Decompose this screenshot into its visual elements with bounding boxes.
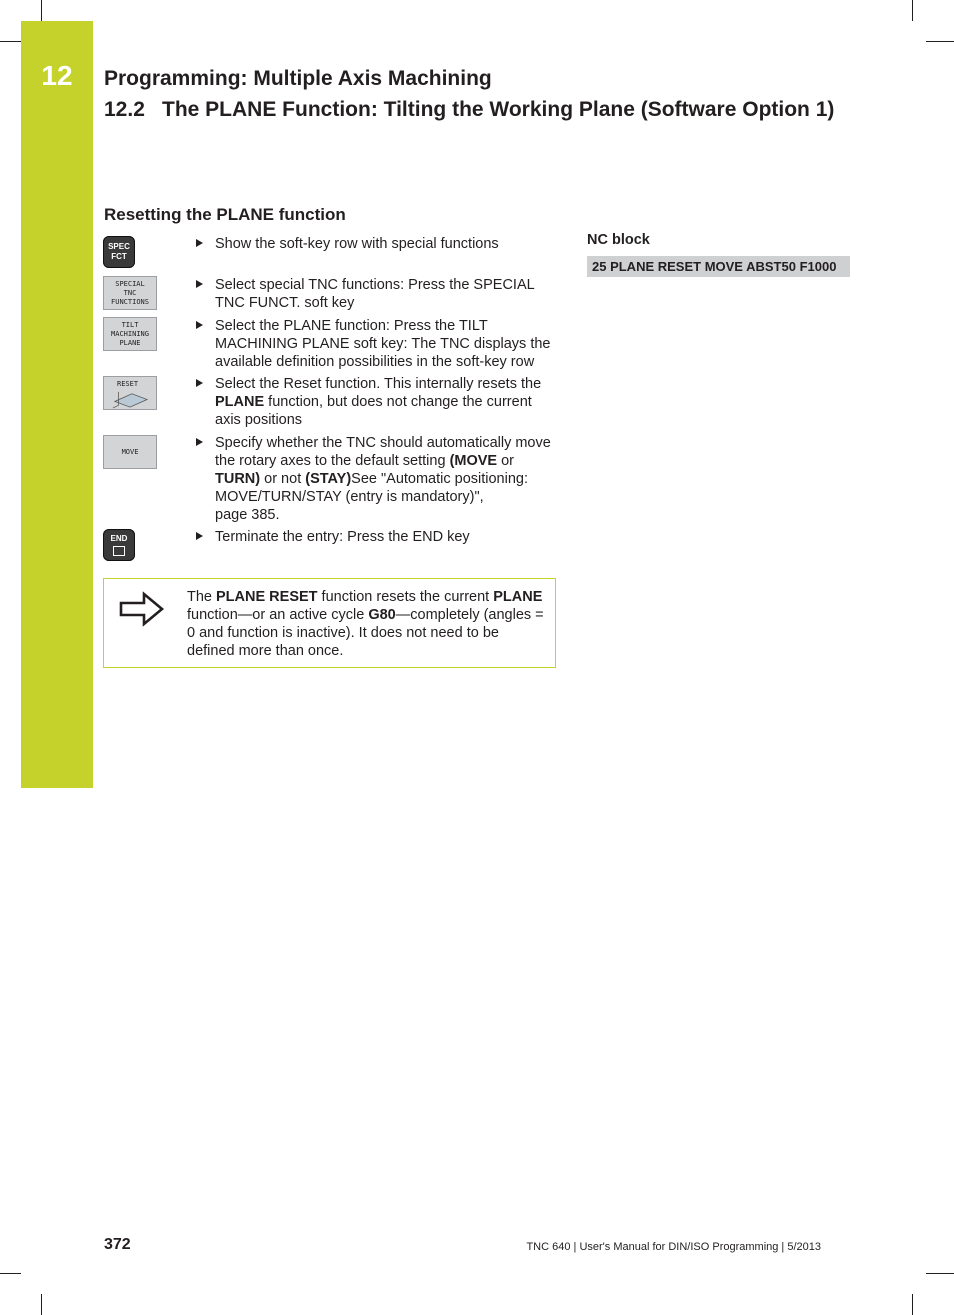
section-number: 12.2 <box>104 98 145 121</box>
bullet-arrow-icon <box>196 321 203 329</box>
crop-mark <box>926 41 954 42</box>
step-5 <box>196 434 556 524</box>
chapter-number: 12 <box>41 60 73 91</box>
tilted-plane-icon <box>108 390 152 409</box>
section-title: The PLANE Function: Tilting the Working Plane (Software Option 1) <box>162 98 835 121</box>
step-6 <box>196 528 556 546</box>
bullet-arrow-icon <box>196 438 203 446</box>
crop-mark <box>926 1273 954 1274</box>
bullet-arrow-icon <box>196 280 203 288</box>
softkey-label: FUNCTIONS <box>111 297 149 306</box>
step-3 <box>196 317 556 371</box>
step-text: Terminate the entry: Press the END key <box>215 529 470 545</box>
special-tnc-softkey-icon <box>103 276 157 310</box>
step-text: Select special TNC functions: Press the SPECIAL TNC FUNCT. soft key <box>215 277 535 311</box>
subsection-title: Resetting the PLANE function <box>104 205 346 224</box>
crop-mark <box>41 1294 42 1315</box>
softkey-label: PLANE <box>119 338 141 347</box>
step-1 <box>196 235 556 253</box>
page-reference-link[interactable]: page 385. <box>215 507 280 523</box>
softkey-label: TILT <box>121 320 139 329</box>
nc-block-code: 25 PLANE RESET MOVE ABST50 F1000 <box>587 256 850 277</box>
crop-mark <box>912 0 913 21</box>
step-text: Select the Reset function. This internally resets the PLANE function, but does not change the current axis positions <box>215 376 542 428</box>
step-4 <box>196 375 556 429</box>
note-text: The PLANE RESET function resets the current PLANE function—or an active cycle G80—completely (angles = 0 and function is inactive). It does not need to be defined more than once. <box>187 589 544 659</box>
end-key-icon <box>103 529 135 561</box>
nc-block-title: NC block <box>587 232 650 248</box>
softkey-label: SPECIAL <box>115 279 145 288</box>
key-label: FCT <box>111 252 127 261</box>
tilt-plane-softkey-icon <box>103 317 157 351</box>
section-heading <box>104 98 834 122</box>
bullet-arrow-icon <box>196 532 203 540</box>
bullet-arrow-icon <box>196 379 203 387</box>
step-text: Select the PLANE function: Press the TILT MACHINING PLANE soft key: The TNC displays the available definition possibilities in the soft-key row <box>215 318 551 370</box>
key-label: END <box>110 534 128 543</box>
softkey-label: TNC <box>123 288 137 297</box>
chapter-title: Programming: Multiple Axis Machining <box>104 67 492 90</box>
chapter-band <box>21 21 93 788</box>
key-label: SPEC <box>108 242 130 251</box>
spec-fct-key-icon <box>103 236 135 268</box>
crop-mark <box>0 41 21 42</box>
softkey-label: MOVE <box>121 447 139 456</box>
footer-text: TNC 640 | User's Manual for DIN/ISO Programming | 5/2013 <box>526 1241 821 1253</box>
softkey-label: MACHINING <box>111 329 149 338</box>
note-arrow-icon <box>118 589 168 629</box>
cross-reference-link[interactable]: See "Automatic positioning: MOVE/TURN/STAY (entry is mandatory)", <box>215 471 529 505</box>
page-number: 372 <box>104 1236 131 1253</box>
crop-mark <box>41 0 42 21</box>
crop-mark <box>0 1273 21 1274</box>
step-2 <box>196 276 556 312</box>
crop-mark <box>912 1294 913 1315</box>
note-box <box>103 578 556 668</box>
move-softkey-icon <box>103 435 157 469</box>
square-icon <box>113 546 125 556</box>
step-text: Show the soft-key row with special functions <box>215 236 499 252</box>
step-text: Specify whether the TNC should automatically move the rotary axes to the default setting (MOVE or TURN) or not (STAY)See "Automatic positioning: MOVE/TURN/STAY (entry is mandatory)", page 385. <box>215 435 551 523</box>
softkey-label: RESET <box>117 380 139 388</box>
bullet-arrow-icon <box>196 239 203 247</box>
reset-softkey-icon <box>103 376 157 410</box>
